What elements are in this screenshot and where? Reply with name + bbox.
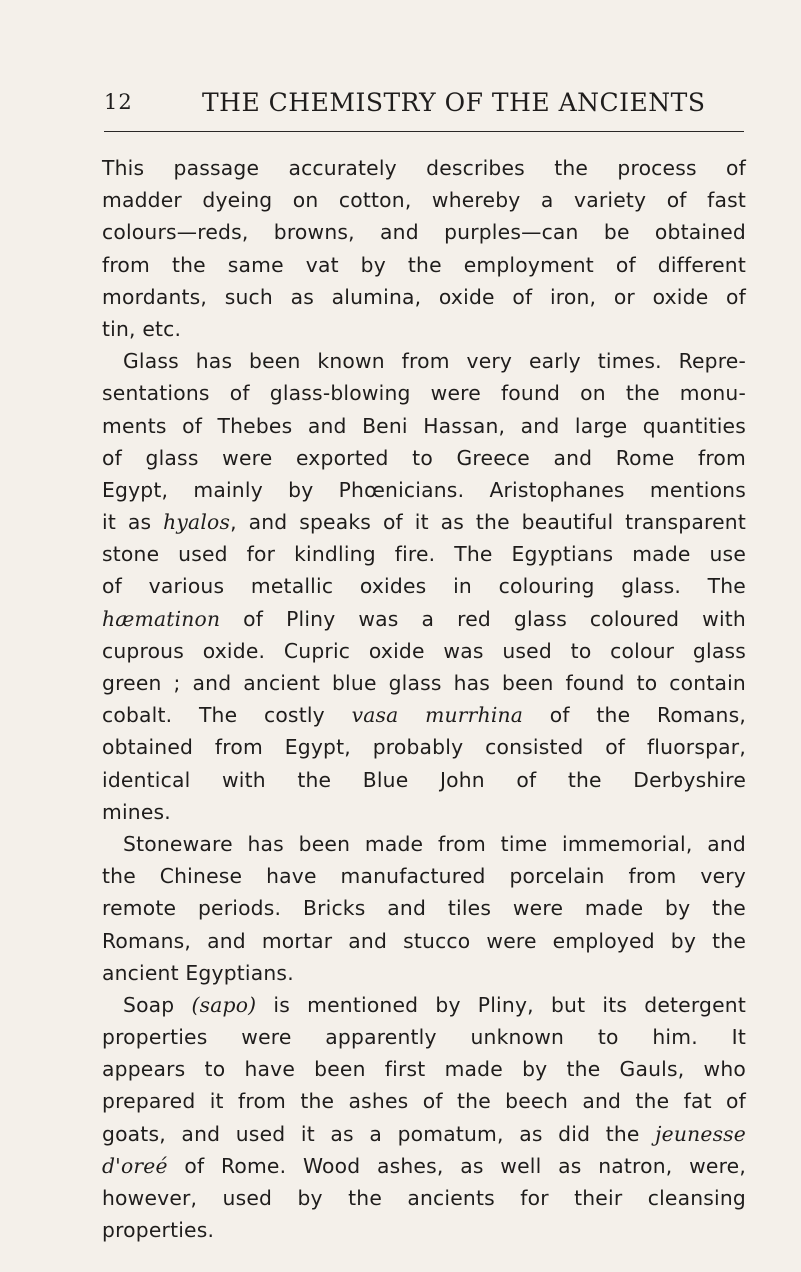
text-line <box>102 152 746 184</box>
italic-term: vasa murrhina <box>351 703 524 728</box>
text-run: This passage accurately describes the process of <box>102 156 746 180</box>
text-run: green ; and ancient blue glass has been found to contain <box>102 671 746 695</box>
text-line <box>102 603 746 635</box>
text-line <box>102 538 746 570</box>
text-run: colours—reds, browns, and purples—can be obtained <box>102 220 746 245</box>
text-line <box>102 989 746 1021</box>
text-line <box>102 506 746 538</box>
text-run: ments of Thebes and Beni Hassan, and large quantities <box>102 413 746 438</box>
text-line <box>102 410 746 442</box>
text-line <box>102 570 746 602</box>
text-line <box>102 184 746 216</box>
text-line <box>102 860 746 892</box>
italic-term: d'oreé <box>102 1153 168 1178</box>
text-run: ancient Egyptians. <box>102 960 294 985</box>
text-line <box>102 1214 746 1246</box>
text-line <box>102 925 746 957</box>
text-run: Romans, and mortar and stucco were employed by the <box>102 928 746 953</box>
text-run: Soap <box>123 992 192 1017</box>
text-run: properties. <box>102 1218 215 1243</box>
text-run: mordants, such as alumina, oxide of iron, or oxide of <box>102 284 746 309</box>
page-header <box>104 90 744 122</box>
text-run: of various metallic oxides in colouring glass. The <box>102 574 746 599</box>
text-run: however, used by the ancients for their cleansing <box>102 1186 746 1210</box>
text-line <box>102 313 746 345</box>
text-run: tin, etc. <box>102 316 182 341</box>
text-line <box>102 281 746 313</box>
text-run: properties were apparently unknown to him. It <box>102 1025 746 1050</box>
text-run: mines. <box>102 799 171 824</box>
text-line <box>102 731 746 763</box>
text-run: cuprous oxide. Cupric oxide was used to colour glass <box>102 638 746 663</box>
text-line <box>102 828 746 860</box>
text-run: identical with the Blue John of the Derbyshire <box>102 767 746 792</box>
text-run: sentations of glass-blowing were found on the monu- <box>102 381 746 406</box>
running-title: THE CHEMISTRY OF THE ANCIENTS <box>202 88 706 117</box>
text-line <box>102 635 746 667</box>
text-line <box>102 216 746 248</box>
body-text <box>102 152 746 1246</box>
text-run: of Rome. Wood ashes, as well as natron, were, <box>167 1153 746 1178</box>
header-rule <box>104 131 744 132</box>
text-line <box>102 764 746 796</box>
text-line <box>102 377 746 409</box>
text-run: from the same vat by the employment of different <box>102 252 746 277</box>
italic-term: hæmatinon <box>102 606 221 631</box>
text-line <box>102 1150 746 1182</box>
page-number: 12 <box>104 90 133 114</box>
text-run: of glass were exported to Greece and Rome from <box>102 445 746 470</box>
text-line <box>102 442 746 474</box>
text-line <box>102 1182 746 1214</box>
text-line <box>102 1118 746 1150</box>
text-line <box>102 796 746 828</box>
text-run: the Chinese have manufactured porcelain from very <box>102 864 746 889</box>
text-line <box>102 957 746 989</box>
text-run: prepared it from the ashes of the beech and the fat of <box>102 1089 746 1114</box>
text-run: cobalt. The costly <box>102 703 352 728</box>
text-run: goats, and used it as a pomatum, as did the <box>102 1121 656 1146</box>
text-line <box>102 474 746 506</box>
text-line <box>102 699 746 731</box>
text-run: of Pliny was a red glass coloured with <box>220 606 746 631</box>
text-run: obtained from Egypt, probably consisted of fluorspar, <box>102 735 746 760</box>
text-line <box>102 1053 746 1085</box>
text-run: Glass has been known from very early times. Repre- <box>123 349 746 374</box>
text-run: of the Romans, <box>523 703 746 728</box>
text-run: it as <box>102 510 164 535</box>
text-line <box>102 892 746 924</box>
text-line <box>102 667 746 699</box>
text-run: Egypt, mainly by Phœnicians. Aristophanes mentions <box>102 477 746 502</box>
text-run: stone used for kindling fire. The Egyptians made use <box>102 542 746 567</box>
text-run: is mentioned by Pliny, but its detergent <box>256 992 746 1017</box>
text-line <box>102 249 746 281</box>
text-line <box>102 1021 746 1053</box>
italic-term: jeunesse <box>655 1121 746 1146</box>
text-run: appears to have been first made by the Gauls, who <box>102 1057 746 1082</box>
italic-term: (sapo) <box>191 992 257 1017</box>
italic-term: hyalos <box>163 510 231 535</box>
text-line <box>102 1085 746 1117</box>
text-run: Stoneware has been made from time immemorial, and <box>123 831 746 856</box>
text-line <box>102 345 746 377</box>
text-run: madder dyeing on cotton, whereby a variety of fast <box>102 188 746 213</box>
text-run: , and speaks of it as the beautiful transparent <box>230 510 746 535</box>
text-run: remote periods. Bricks and tiles were made by the <box>102 896 746 921</box>
